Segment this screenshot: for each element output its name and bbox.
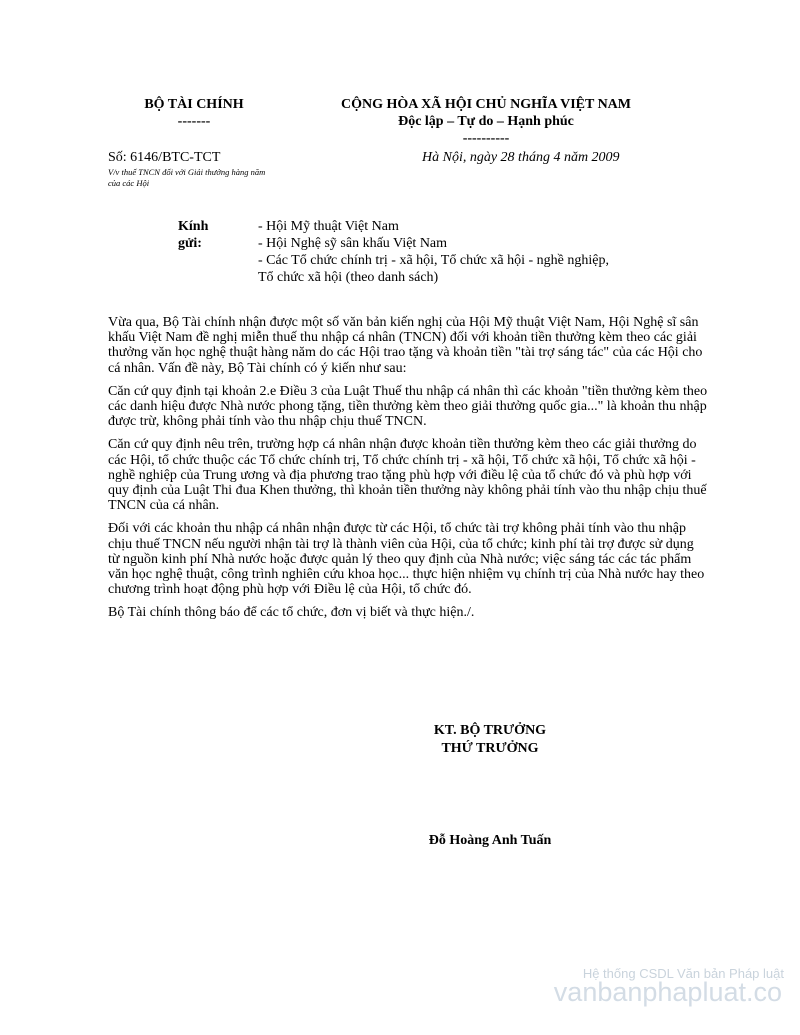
signer-name: Đỗ Hoàng Anh Tuấn xyxy=(428,833,552,848)
body-paragraph: Vừa qua, Bộ Tài chính nhận được một số văn bản kiến nghị của Hội Mỹ thuật Việt Nam, Hội Nghệ sĩ sân khấu Việt Nam đề nghị miễn thuế thu nhập cá nhân (TNCN) đối với khoản tiền thưởng kèm theo các giải thưởng văn học nghệ thuật hàng năm do các Hội trao tặng và khoản tiền "tài trợ sáng tác" của các Hội cho cá nhân. Vấn đề này, Bộ Tài chính có ý kiến như sau: xyxy=(108,315,703,376)
watermark-caption: Hệ thống CSDL Văn bản Pháp luật xyxy=(582,966,784,981)
issuing-agency-block xyxy=(128,96,260,130)
body-paragraph: Căn cứ quy định tại khoản 2.e Điều 3 của Luật Thuế thu nhập cá nhân thì các khoản "tiền thưởng kèm theo các danh hiệu được Nhà nước phong tặng, tiền thưởng kèm theo giải thưởng quốc gia..." là khoản thu nhập được trừ, không phải tính vào thu nhập chịu thuế TNCN. xyxy=(108,383,708,430)
document-body xyxy=(108,315,708,629)
recipient-item: - Hội Nghệ sỹ sân khấu Việt Nam xyxy=(258,236,448,251)
national-motto: Độc lập – Tự do – Hạnh phúc xyxy=(398,114,574,129)
signer-authority: KT. BỘ TRƯỞNG xyxy=(433,723,547,738)
recipients-list xyxy=(258,218,618,286)
agency-divider: ------- xyxy=(177,114,211,129)
body-paragraph: Căn cứ quy định nêu trên, trường hợp cá nhân nhận được khoản tiền thưởng kèm theo các giải thưởng do các Hội, tổ chức thuộc các Tổ chức chính trị, Tổ chức chính trị - xã hội, Tổ chức xã hội, Tổ chức xã hội - nghề nghiệp của Trung ương và địa phương trao tặng phù hợp với điều lệ của tổ chức đó và phù hợp với quy định của Luật Thi đua Khen thưởng, thì khoản tiền thưởng này không phải tính vào thu nhập chịu thuế TNCN của cá nhân. xyxy=(108,437,707,514)
recipient-item: - Hội Mỹ thuật Việt Nam xyxy=(258,219,399,234)
watermark-site: vanbanphapluat.co xyxy=(553,977,782,1007)
recipients-label: Kính gửi: xyxy=(178,219,209,251)
subject-line: của các Hội xyxy=(108,178,150,188)
recipient-item: - Các Tổ chức chính trị - xã hội, Tổ chức xã hội - nghề nghiệp, Tổ chức xã hội (theo danh sách) xyxy=(258,253,609,285)
place-and-date: Hà Nội, ngày 28 tháng 4 năm 2009 xyxy=(422,150,620,165)
national-title-block xyxy=(300,96,672,147)
issuing-agency: BỘ TÀI CHÍNH xyxy=(144,97,244,112)
motto-divider: ---------- xyxy=(462,131,510,146)
signer-position: THỨ TRƯỞNG xyxy=(441,741,539,756)
subject-line: V/v thuế TNCN đối với Giải thưởng hàng năm xyxy=(108,167,266,177)
document-subject xyxy=(108,167,308,189)
signature-title-block xyxy=(400,722,580,758)
nation-name: CỘNG HÒA XÃ HỘI CHỦ NGHĨA VIỆT NAM xyxy=(340,97,631,112)
body-paragraph: Đối với các khoản thu nhập cá nhân nhận được từ các Hội, tổ chức tài trợ không phải tính vào thu nhập chịu thuế TNCN nếu người nhận tài trợ là thành viên của Hội, của tổ chức; kinh phí tài trợ được sử dụng từ nguồn kinh phí Nhà nước hoặc được quản lý theo quy định của Nhà nước; việc sáng tác các tác phẩm văn học nghệ thuật, công trình nghiên cứu khoa học... thực hiện nhiệm vụ chính trị của Nhà nước hay theo chương trình hoạt động phù hợp với Điều lệ của Hội, tổ chức đó. xyxy=(108,521,705,598)
document-number: Số: 6146/BTC-TCT xyxy=(108,150,221,165)
body-paragraph: Bộ Tài chính thông báo để các tổ chức, đơn vị biết và thực hiện./. xyxy=(108,605,475,621)
